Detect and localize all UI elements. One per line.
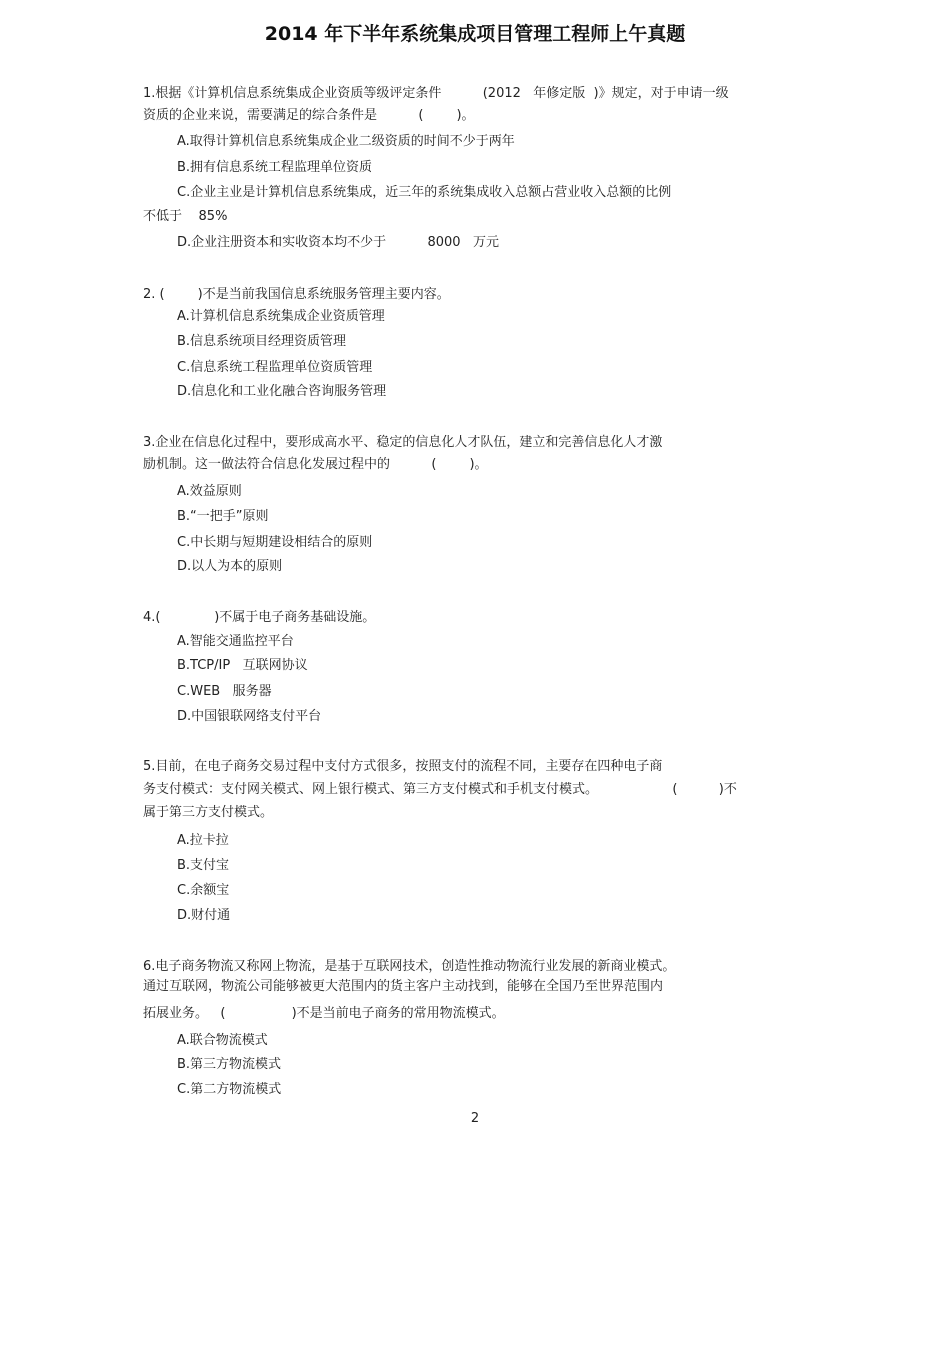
question-6-option-a: A.联合物流模式 [177,1033,268,1048]
document-title: 2014 年下半年系统集成项目管理工程师上午真题 [264,23,686,45]
question-6-option-b: B.第三方物流模式 [177,1057,282,1072]
question-6-stem-line-1: 6.电子商务物流又称网上物流，是基于互联网技术，创造性推动物流行业发展的新商业模式。 [143,959,676,974]
question-6-stem-line-3: 拓展业务。 ( )不是当前电子商务的常用物流模式。 [143,1006,505,1021]
question-1-option-c-continued: 不低于 85% [143,209,228,224]
question-2-option-c: C.信息系统工程监理单位资质管理 [177,360,373,375]
question-6-stem-line-2: 通过互联网，物流公司能够被更大范围内的货主客户主动找到，能够在全国乃至世界范围内 [143,979,664,994]
question-5-option-a: A.拉卡拉 [177,833,229,848]
question-5-stem-line-2: 务支付模式：支付网关模式、网上银行模式、第三方支付模式和手机支付模式。 ( )不 [143,782,737,797]
question-1-option-b: B.拥有信息系统工程监理单位资质 [177,160,373,175]
question-2-option-a: A.计算机信息系统集成企业资质管理 [177,309,385,324]
question-1-option-a: A.取得计算机信息系统集成企业二级资质的时间不少于两年 [177,134,515,149]
question-6-option-c: C.第二方物流模式 [177,1082,282,1097]
question-1-option-d: D.企业注册资本和实收资本均不少于 8000 万元 [177,235,499,250]
question-2-option-d: D.信息化和工业化融合咨询服务管理 [177,384,387,399]
question-1-option-c: C.企业主业是计算机信息系统集成，近三年的系统集成收入总额占营业收入总额的比例 [177,185,672,200]
question-3-option-d: D.以人为本的原则 [177,559,283,574]
question-3-option-c: C.中长期与短期建设相结合的原则 [177,535,373,550]
question-4-option-b: B.TCP/IP 互联网协议 [177,658,308,673]
question-1-stem-line-1: 1.根据《计算机信息系统集成企业资质等级评定条件 (2012 年修定版 )》规定，对于申请一级 [143,86,729,101]
question-3-stem-line-1: 3.企业在信息化过程中，要形成高水平、稳定的信息化人才队伍，建立和完善信息化人才激 [143,435,663,450]
question-1-stem-line-2: 资质的企业来说，需要满足的综合条件是 ( )。 [143,108,475,123]
question-5-option-b: B.支付宝 [177,858,230,873]
question-2-stem: 2. ( )不是当前我国信息系统服务管理主要内容。 [143,287,450,302]
question-3-option-a: A.效益原则 [177,484,242,499]
question-3-option-b: B.“一把手”原则 [177,509,269,524]
question-5-stem-line-3: 属于第三方支付模式。 [143,805,274,820]
question-5-option-d: D.财付通 [177,908,231,923]
question-2-option-b: B.信息系统项目经理资质管理 [177,334,347,349]
question-5-stem-line-1: 5.目前，在电子商务交易过程中支付方式很多，按照支付的流程不同，主要存在四种电子商 [143,759,663,774]
question-4-option-d: D.中国银联网络支付平台 [177,709,322,724]
question-3-stem-line-2: 励机制。这一做法符合信息化发展过程中的 ( )。 [143,457,488,472]
question-4-option-c: C.WEB 服务器 [177,684,272,699]
page-number: 2 [470,1111,480,1126]
question-5-option-c: C.余额宝 [177,883,230,898]
question-4-option-a: A.智能交通监控平台 [177,634,294,649]
question-4-stem: 4.( )不属于电子商务基础设施。 [143,610,376,625]
